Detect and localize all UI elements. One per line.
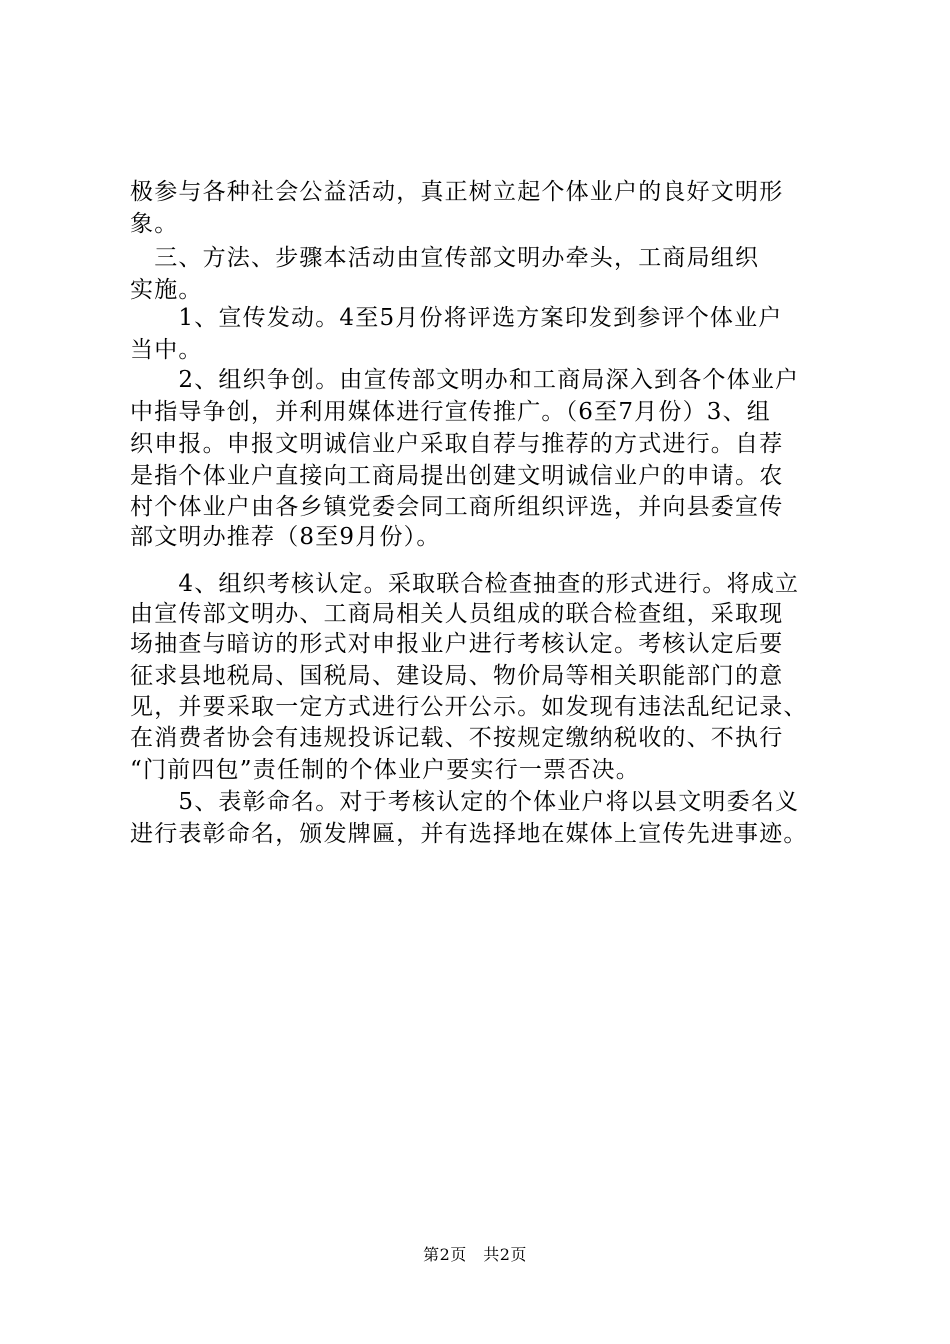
- body-text-line: 5、表彰命名。对于考核认定的个体业户将以县文明委名义: [130, 789, 800, 815]
- body-text-line: 是指个体业户直接向工商局提出创建文明诚信业户的申请。农: [130, 463, 784, 489]
- body-text-line: 进行表彰命名，颁发牌匾，并有选择地在媒体上宣传先进事迹。: [130, 821, 808, 847]
- body-text-line: “门前四包”责任制的个体业户要实行一票否决。: [130, 757, 640, 783]
- body-text-line: 见，并要采取一定方式进行公开公示。如发现有违法乱纪记录、: [130, 694, 808, 720]
- body-text-line: 实施。: [130, 277, 203, 303]
- page-number-footer: 第2页 共2页: [423, 1245, 527, 1264]
- body-text-line: 中指导争创，并利用媒体进行宣传推广。（6至7月份）3、组: [130, 399, 771, 425]
- body-text-line: 部文明办推荐（8至9月份）。: [130, 524, 441, 550]
- body-text-line: 由宣传部文明办、工商局相关人员组成的联合检查组，采取现: [130, 601, 784, 627]
- body-text-line: 在消费者协会有违规投诉记载、不按规定缴纳税收的、不执行: [130, 725, 784, 751]
- body-text-line: 三、方法、步骤本活动由宣传部文明办牵头，工商局组织: [130, 245, 760, 271]
- body-text-line: 征求县地税局、国税局、建设局、物价局等相关职能部门的意: [130, 663, 784, 689]
- body-text-line: 织申报。申报文明诚信业户采取自荐与推荐的方式进行。自荐: [130, 431, 784, 457]
- body-text-line: 4、组织考核认定。采取联合检查抽查的形式进行。将成立: [130, 571, 800, 597]
- body-text-line: 1、宣传发动。4至5月份将评选方案印发到参评个体业户: [130, 305, 783, 331]
- body-text-line: 2、组织争创。由宣传部文明办和工商局深入到各个体业户: [130, 367, 800, 393]
- body-text-line: 场抽查与暗访的形式对申报业户进行考核认定。考核认定后要: [130, 631, 784, 657]
- body-text-line: 村个体业户由各乡镇党委会同工商所组织评选，并向县委宣传: [130, 494, 784, 520]
- body-text-line: 象。: [130, 211, 179, 237]
- body-text-line: 当中。: [130, 337, 203, 363]
- body-text-line: 极参与各种社会公益活动，真正树立起个体业户的良好文明形: [130, 179, 784, 205]
